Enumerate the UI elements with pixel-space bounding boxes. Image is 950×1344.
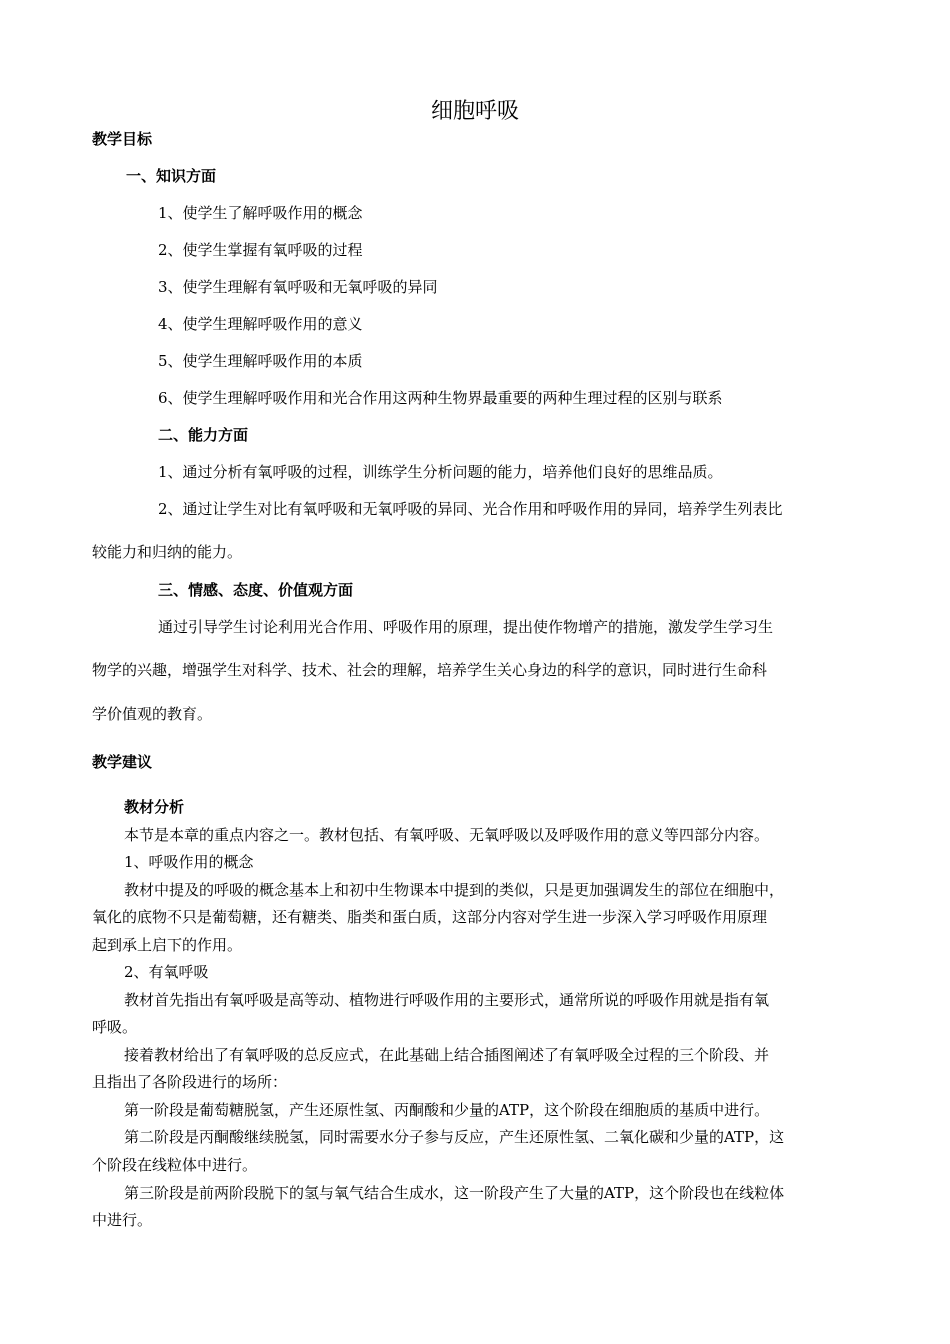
ability-item: 1、通过分析有氧呼吸的过程，训练学生分析问题的能力，培养他们良好的思维品质。 xyxy=(158,463,723,481)
material-line: 本节是本章的重点内容之一。教材包括、有氧呼吸、无氧呼吸以及呼吸作用的意义等四部分内容。 xyxy=(124,826,770,844)
material-line: 氧化的底物不只是葡萄糖，还有糖类、脂类和蛋白质，这部分内容对学生进一步深入学习呼吸作用原理 xyxy=(92,908,768,926)
knowledge-item: 6、使学生理解呼吸作用和光合作用这两种生物界最重要的两种生理过程的区别与联系 xyxy=(158,389,723,407)
material-line: 且指出了各阶段进行的场所： xyxy=(92,1073,288,1091)
material-line: 呼吸。 xyxy=(92,1018,138,1036)
material-line: 第一阶段是葡萄糖脱氢，产生还原性氢、丙酮酸和少量的ATP，这个阶段在细胞质的基质中进行。 xyxy=(124,1101,770,1119)
knowledge-item: 1、使学生了解呼吸作用的概念 xyxy=(158,204,363,222)
material-line: 个阶段在线粒体中进行。 xyxy=(92,1156,258,1174)
subheading-emotion: 三、情感、态度、价值观方面 xyxy=(158,581,354,599)
emotion-paragraph-line: 通过引导学生讨论利用光合作用、呼吸作用的原理，提出使作物增产的措施，激发学生学习生 xyxy=(158,618,774,636)
emotion-paragraph-line: 物学的兴趣，增强学生对科学、技术、社会的理解，培养学生关心身边的科学的意识，同时进行生命科 xyxy=(92,661,768,679)
emotion-paragraph-line: 学价值观的教育。 xyxy=(92,705,213,723)
material-line: 接着教材给出了有氧呼吸的总反应式，在此基础上结合插图阐述了有氧呼吸全过程的三个阶段、并 xyxy=(124,1046,770,1064)
subheading-material-analysis: 教材分析 xyxy=(124,798,185,816)
knowledge-item: 4、使学生理解呼吸作用的意义 xyxy=(158,315,363,333)
knowledge-item: 2、使学生掌握有氧呼吸的过程 xyxy=(158,241,363,259)
subheading-ability: 二、能力方面 xyxy=(158,426,249,444)
material-line: 起到承上启下的作用。 xyxy=(92,936,243,954)
ability-item: 2、通过让学生对比有氧呼吸和无氧呼吸的异同、光合作用和呼吸作用的异同，培养学生列表比 xyxy=(158,500,783,518)
document-title: 细胞呼吸 xyxy=(430,99,519,124)
material-line: 第二阶段是丙酮酸继续脱氢，同时需要水分子参与反应，产生还原性氢、二氧化碳和少量的ATP，这 xyxy=(124,1128,785,1146)
ability-item-continuation: 较能力和归纳的能力。 xyxy=(92,543,243,561)
knowledge-item: 3、使学生理解有氧呼吸和无氧呼吸的异同 xyxy=(158,278,438,296)
material-line: 教材中提及的呼吸的概念基本上和初中生物课本中提到的类似，只是更加强调发生的部位在细胞中， xyxy=(124,881,785,899)
material-line: 中进行。 xyxy=(92,1211,153,1229)
knowledge-item: 5、使学生理解呼吸作用的本质 xyxy=(158,352,363,370)
material-line: 教材首先指出有氧呼吸是高等动、植物进行呼吸作用的主要形式，通常所说的呼吸作用就是指有氧 xyxy=(124,991,770,1009)
section-heading-teaching-suggestions: 教学建议 xyxy=(92,753,153,771)
subheading-knowledge: 一、知识方面 xyxy=(126,167,217,185)
material-line: 1、呼吸作用的概念 xyxy=(124,853,254,871)
section-heading-teaching-goals: 教学目标 xyxy=(92,130,153,148)
material-line: 第三阶段是前两阶段脱下的氢与氧气结合生成水，这一阶段产生了大量的ATP，这个阶段也在线粒体 xyxy=(124,1184,785,1202)
material-line: 2、有氧呼吸 xyxy=(124,963,209,981)
